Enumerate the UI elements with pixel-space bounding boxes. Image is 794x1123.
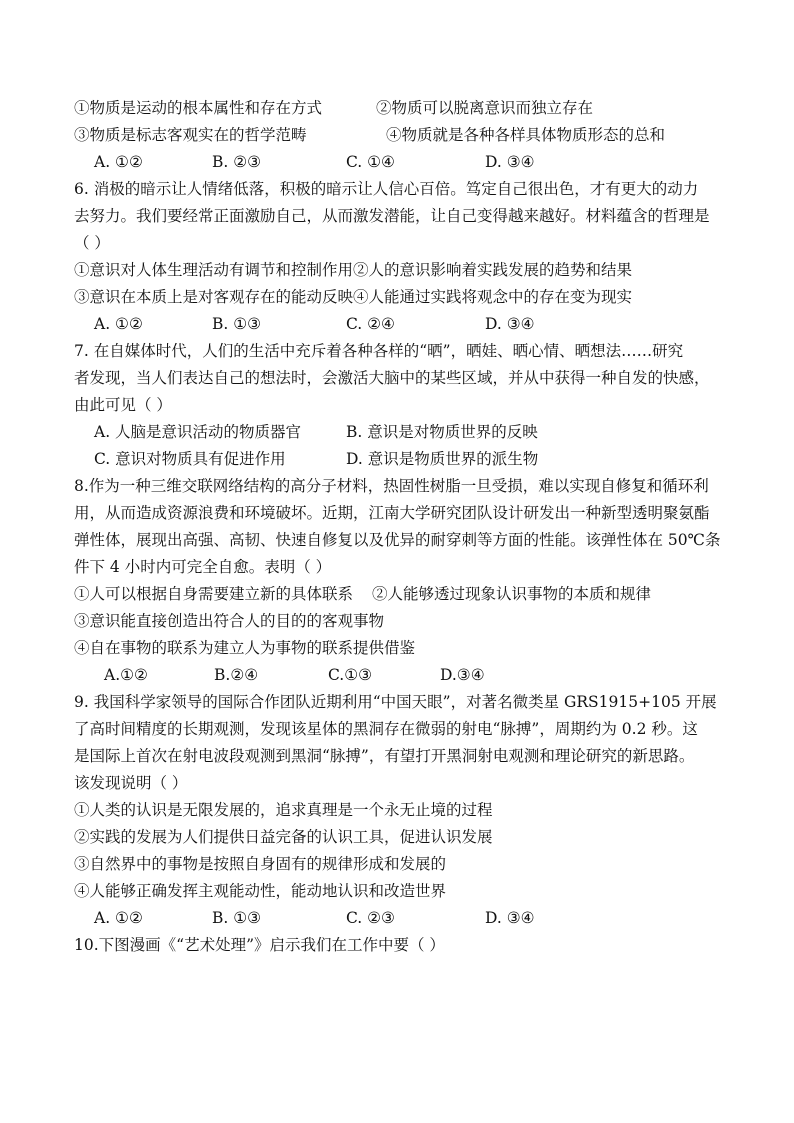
- q9-option-c: C. ②③: [346, 909, 395, 927]
- q7-option-a: A. 人脑是意识活动的物质器官: [94, 423, 302, 441]
- q10-stem: 10.下图漫画《“艺术处理”》启示我们在工作中要（ ）: [74, 936, 445, 954]
- q9-option-a: A. ①②: [94, 909, 143, 927]
- q9-stem-line-1: 9. 我国科学家领导的国际合作团队近期利用“中国天眼”，对著名微类星 GRS1915+105 开展: [74, 693, 717, 711]
- q9-statement-2: ②实践的发展为人们提供日益完备的认识工具，促进认识发展: [74, 828, 493, 846]
- q8-statement-1: ①人可以根据自身需要建立新的具体联系: [74, 585, 354, 603]
- q8-statement-4: ④自在事物的联系为建立人为事物的联系提供借鉴: [74, 639, 416, 657]
- q6-stem-line-2: 去努力。我们要经常正面激励自己，从而激发潜能，让自己变得越来越好。材料蕴含的哲理是: [74, 207, 710, 225]
- q7-stem-line-1: 7. 在自媒体时代，人们的生活中充斥着各种各样的“晒”，晒娃、晒心情、晒想法……研究: [74, 342, 684, 360]
- q9-stem-line-3: 是国际上首次在射电波段观测到黑洞“脉搏”，有望打开黑洞射电观测和理论研究的新思路。: [74, 747, 695, 765]
- q6-statements-1: ①意识对人体生理活动有调节和控制作用②人的意识影响着实践发展的趋势和结果: [74, 261, 633, 279]
- q9-stem-line-4: 该发现说明（ ）: [74, 774, 188, 792]
- q6-stem-line-1: 6. 消极的暗示让人情绪低落，积极的暗示让人信心百倍。笃定自己很出色，才有更大的动力: [74, 180, 699, 198]
- q7-option-c: C. 意识对物质具有促进作用: [94, 450, 286, 468]
- q8-stem-line-1: 8.作为一种三维交联网络结构的高分子材料，热固性树脂一旦受损，难以实现自修复和循环利: [74, 477, 709, 495]
- q7-option-b: B. 意识是对物质世界的反映: [346, 423, 538, 441]
- q6-option-c: C. ②④: [346, 315, 395, 333]
- q8-option-c: C.①③: [328, 666, 373, 684]
- q6-option-a: A. ①②: [94, 315, 143, 333]
- q9-stem-line-2: 了高时间精度的长期观测，发现该星体的黑洞存在微弱的射电“脉搏”，周期约为 0.2 秒。这: [74, 720, 698, 738]
- q8-option-a: A.①②: [104, 666, 148, 684]
- q8-option-b: B.②④: [214, 666, 259, 684]
- q9-statement-4: ④人能够正确发挥主观能动性，能动地认识和改造世界: [74, 882, 447, 900]
- q9-statement-1: ①人类的认识是无限发展的，追求真理是一个永无止境的过程: [74, 801, 493, 819]
- q5-statement-4: ④物质就是各种各样具体物质形态的总和: [386, 126, 666, 144]
- q6-answer-blank: （ ）: [74, 234, 110, 252]
- q5-option-b: B. ②③: [212, 153, 262, 171]
- q7-stem-line-2: 者发现，当人们表达自己的想法时，会激活大脑中的某些区域，并从中获得一种自发的快感，: [74, 369, 710, 387]
- q8-stem-line-4: 件下 4 小时内可完全自愈。表明（ ）: [74, 558, 332, 576]
- q5-option-c: C. ①④: [346, 153, 395, 171]
- q9-statement-3: ③自然界中的事物是按照自身固有的规律形成和发展的: [74, 855, 447, 873]
- q8-statement-2: ②人能够透过现象认识事物的本质和规律: [372, 585, 652, 603]
- q7-stem-line-3: 由此可见（ ）: [74, 396, 172, 414]
- q8-stem-line-3: 弹性体，展现出高强、高韧、快速自修复以及优异的耐穿刺等方面的性能。该弹性体在 50℃条: [74, 531, 721, 549]
- q8-stem-line-2: 用，从而造成资源浪费和环境破坏。近期，江南大学研究团队设计研发出一种新型透明聚氨酯: [74, 504, 710, 522]
- q6-statements-2: ③意识在本质上是对客观存在的能动反映④人能通过实践将观念中的存在变为现实: [74, 288, 633, 306]
- q5-option-d: D. ③④: [485, 153, 535, 171]
- q5-option-a: A. ①②: [94, 153, 143, 171]
- q8-statement-3: ③意识能直接创造出符合人的目的的客观事物: [74, 612, 385, 630]
- q6-option-b: B. ①③: [212, 315, 262, 333]
- q5-statement-1: ①物质是运动的根本属性和存在方式: [74, 99, 323, 117]
- q8-option-d: D.③④: [440, 666, 485, 684]
- q7-option-d: D. 意识是物质世界的派生物: [346, 450, 539, 468]
- q9-option-d: D. ③④: [485, 909, 535, 927]
- q6-option-d: D. ③④: [485, 315, 535, 333]
- q9-option-b: B. ①③: [212, 909, 262, 927]
- q5-statement-3: ③物质是标志客观实在的哲学范畴: [74, 126, 307, 144]
- q5-statement-2: ②物质可以脱离意识而独立存在: [376, 99, 594, 117]
